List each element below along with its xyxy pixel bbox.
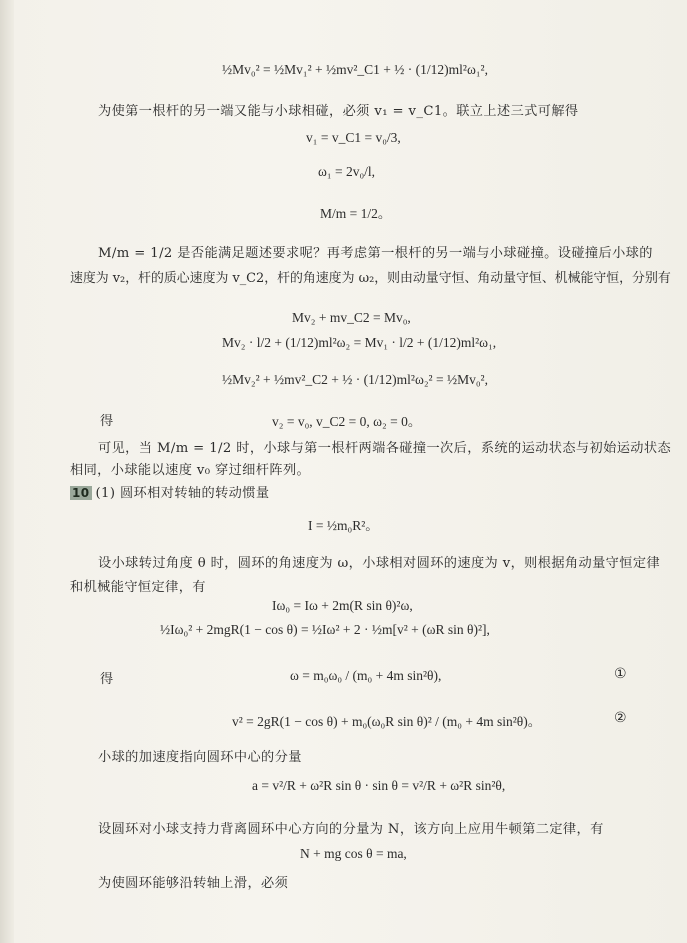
problem-number-badge: 10 <box>72 486 90 500</box>
paragraph-check-2: 速度为 v₂，杆的质心速度为 v_C2，杆的角速度为 ω₂，则由动量守恒、角动量守恒、机械能守恒，分别有 <box>70 271 671 286</box>
equation-omega: ω = m₀ω₀ / (m₀ + 4m sin²θ), <box>290 668 442 683</box>
paragraph-condition: 为使第一根杆的另一端又能与小球相碰，必须 v₁ = v_C1。联立上述三式可解得 <box>98 104 579 119</box>
equation-number-1: ① <box>614 666 627 682</box>
equation-angular-momentum: Mv₂ · l/2 + (1/12)ml²ω₂ = Mv₁ · l/2 + (1/12)ml²ω₁, <box>222 335 497 350</box>
equation-v1: v₁ = v_C1 = v₀/3, <box>306 130 401 145</box>
equation-newton: N + mg cos θ = ma, <box>300 846 407 861</box>
equation-angular-conservation: Iω₀ = Iω + 2m(R sin θ)²ω, <box>272 598 413 613</box>
paragraph-slide-condition: 为使圆环能够沿转轴上滑，必须 <box>98 876 289 891</box>
equation-result-2: v₂ = v₀, v_C2 = 0, ω₂ = 0。 <box>272 414 422 429</box>
label-de: 得 <box>100 414 114 429</box>
paragraph-newton: 设圆环对小球支持力背离圆环中心方向的分量为 N，该方向上应用牛顿第二定律，有 <box>98 822 604 837</box>
equation-number-2: ② <box>614 710 627 726</box>
equation-v-squared: v² = 2gR(1 − cos θ) + m₀(ω₀R sin θ)² / (m₀ + 4m sin²θ)。 <box>232 714 542 729</box>
problem-10-part-1: (1) 圆环相对转轴的转动惯量 <box>95 486 270 501</box>
paragraph-check-1: M/m = 1/2 是否能满足题述要求呢？再考虑第一根杆的另一端与小球碰撞。设碰撞后小球的 <box>98 246 653 261</box>
equation-energy-2: ½Mv₂² + ½mv²_C2 + ½ · (1/12)ml²ω₂² = ½Mv₀², <box>222 372 488 387</box>
equation-energy-1: ½Mv₀² = ½Mv₁² + ½mv²_C1 + ½ · (1/12)ml²ω₁², <box>222 62 488 77</box>
equation-momentum: Mv₂ + mv_C2 = Mv₀, <box>292 310 411 325</box>
problem-10-heading <box>70 482 269 501</box>
paragraph-conclusion-2: 相同，小球能以速度 v₀ 穿过细杆阵列。 <box>70 463 311 478</box>
page-binding-edge <box>0 0 14 943</box>
equation-energy-ring: ½Iω₀² + 2mgR(1 − cos θ) = ½Iω² + 2 · ½m[v² + (ωR sin θ)²], <box>160 622 490 637</box>
paragraph-acceleration: 小球的加速度指向圆环中心的分量 <box>98 750 302 765</box>
equation-moment-of-inertia: I = ½m₀R²。 <box>308 518 379 533</box>
equation-mass-ratio: M/m = 1/2。 <box>320 206 392 221</box>
label-de-2: 得 <box>100 672 114 687</box>
equation-acceleration: a = v²/R + ω²R sin θ · sin θ = v²/R + ω²R sin²θ, <box>252 778 506 793</box>
paragraph-setup-2: 和机械能守恒定律，有 <box>70 580 206 595</box>
paragraph-conclusion-1: 可见，当 M/m = 1/2 时，小球与第一根杆两端各碰撞一次后，系统的运动状态与初始运动状态 <box>98 441 672 456</box>
paragraph-setup-1: 设小球转过角度 θ 时，圆环的角速度为 ω，小球相对圆环的速度为 v，则根据角动量守恒定律 <box>98 556 661 571</box>
equation-omega1: ω₁ = 2v₀/l, <box>318 164 376 179</box>
